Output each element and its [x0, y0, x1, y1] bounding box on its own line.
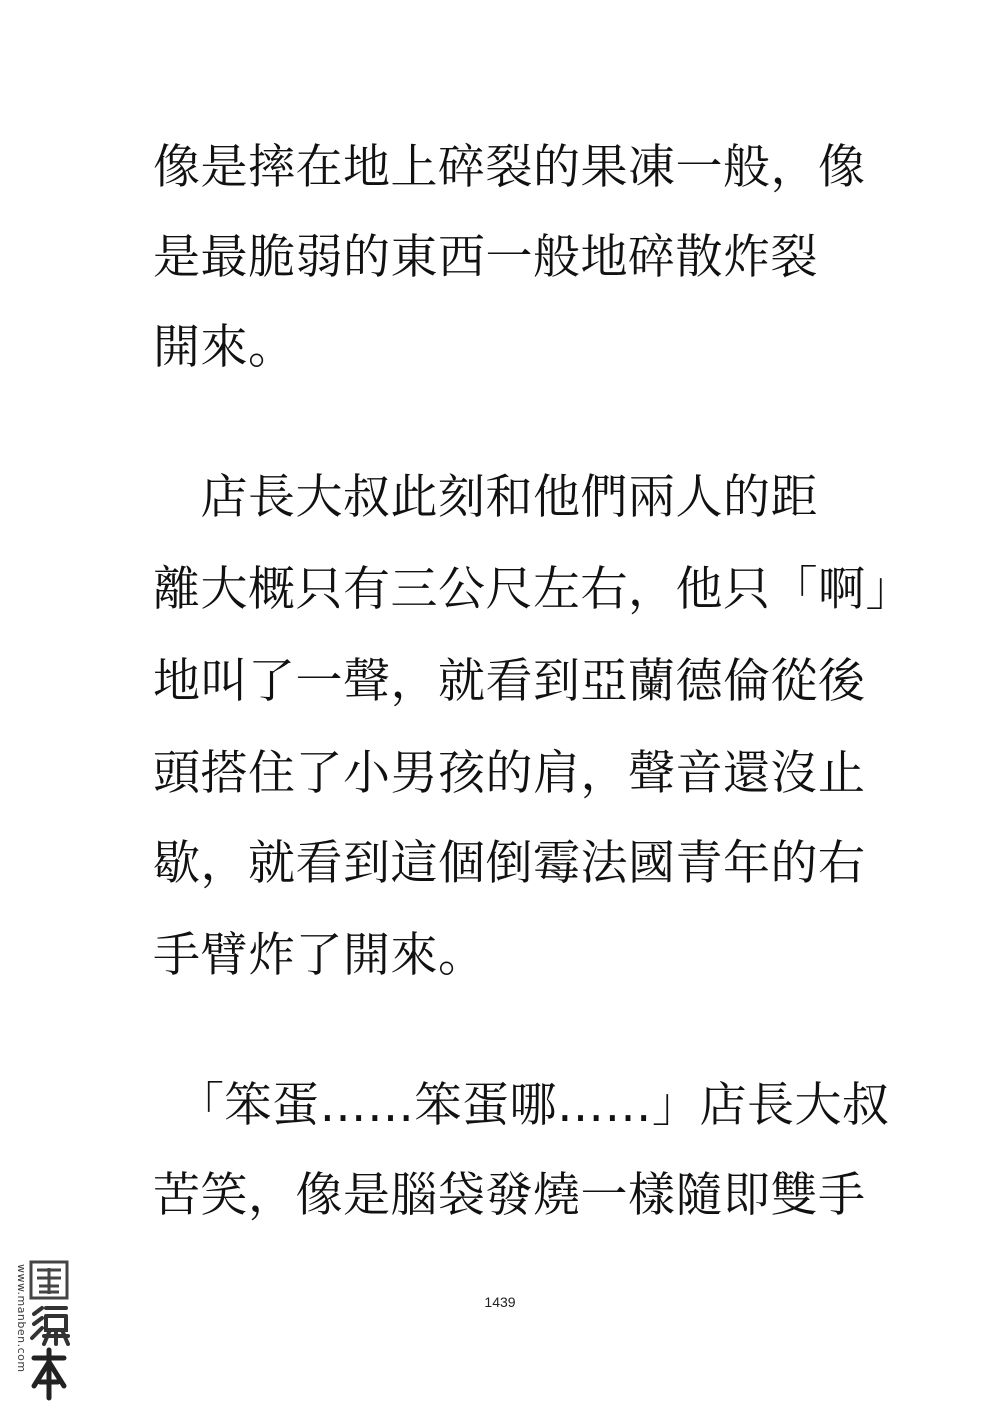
- text-line: 店長大叔此刻和他們兩人的距: [153, 470, 818, 525]
- text-line: 地叫了一聲，就看到亞蘭德倫從後: [153, 654, 866, 709]
- manben-logo-icon: [28, 1258, 70, 1406]
- text-line: 苦笑，像是腦袋發燒一樣隨即雙手: [153, 1168, 866, 1223]
- text-line: 是最脆弱的東西一般地碎散炸裂: [153, 230, 818, 285]
- watermark: [8, 1258, 70, 1406]
- text-line: 像是摔在地上碎裂的果凍一般，像: [153, 140, 866, 195]
- text-line: 「笨蛋……笨蛋哪……」店長大叔: [153, 1078, 890, 1133]
- text-line: 開來。: [153, 320, 296, 375]
- page-number: 1439: [484, 1294, 516, 1310]
- watermark-url: www.manben.com: [15, 1264, 28, 1373]
- text-line: 歇，就看到這個倒霉法國青年的右: [153, 836, 866, 891]
- text-line: 離大概只有三公尺左右，他只「啊」: [153, 562, 913, 617]
- text-line: 手臂炸了開來。: [153, 928, 486, 983]
- text-line: 頭搭住了小男孩的肩，聲音還沒止: [153, 746, 866, 801]
